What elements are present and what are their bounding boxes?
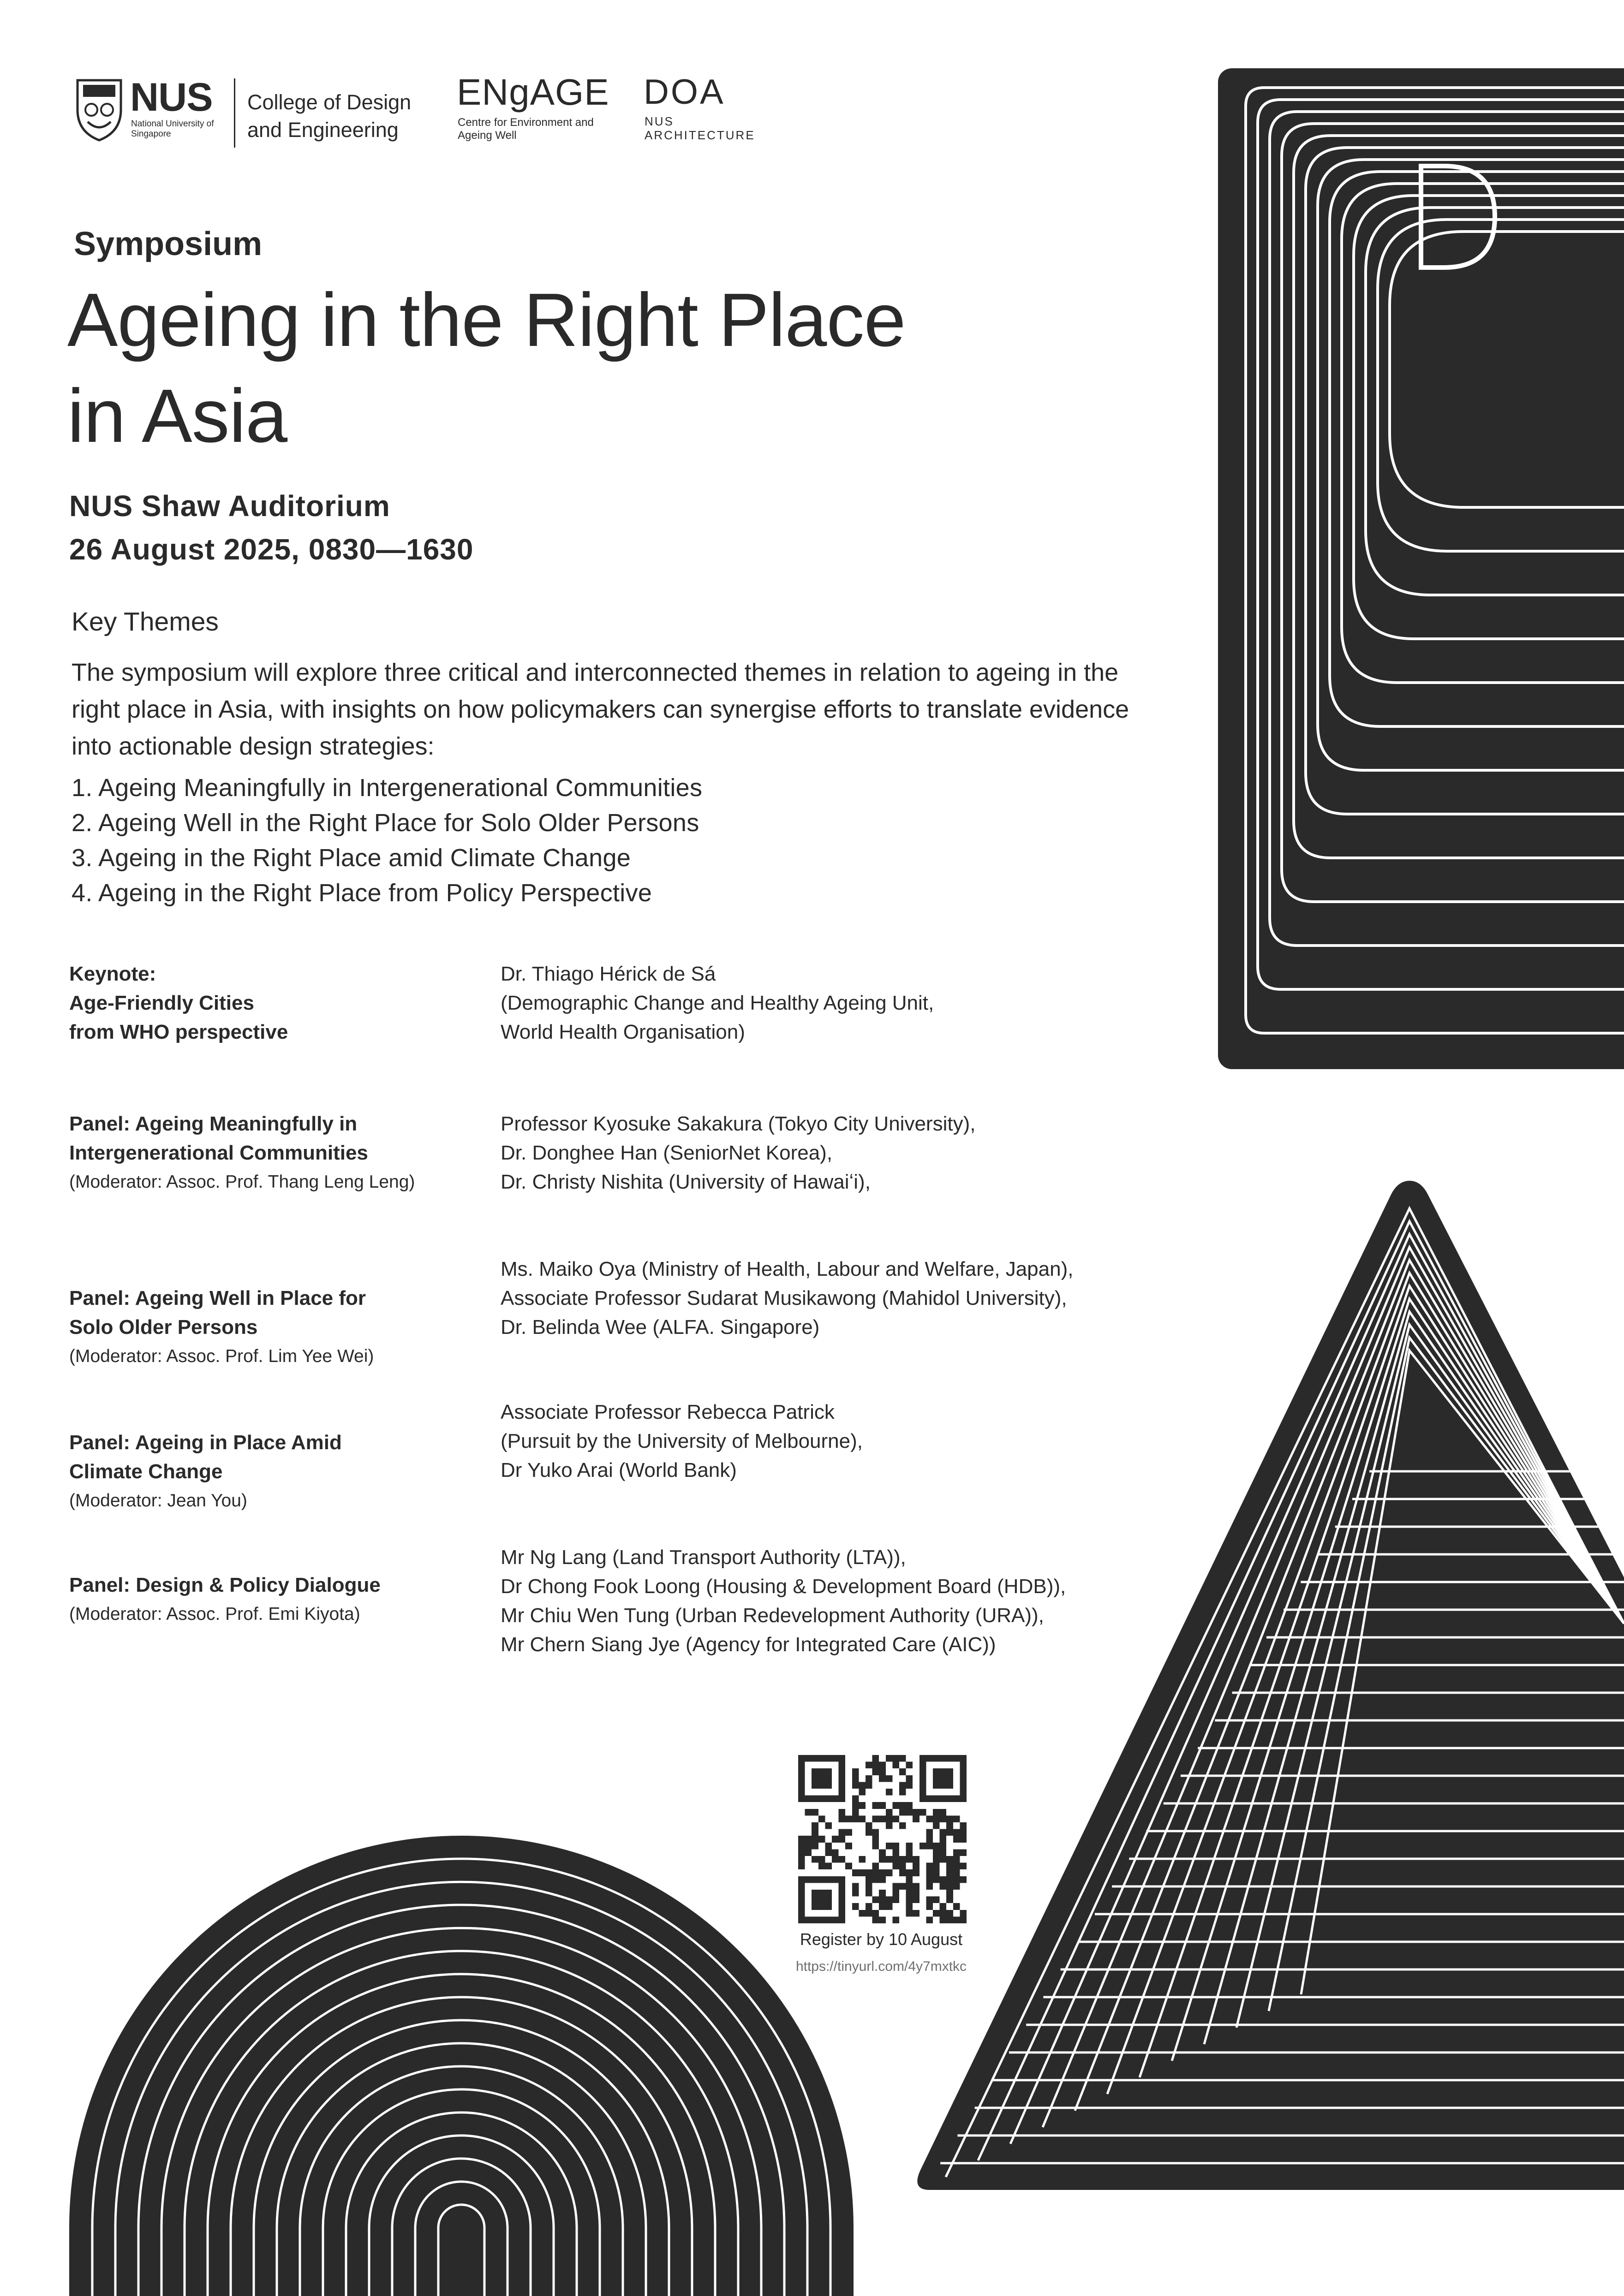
qr-module bbox=[906, 1856, 913, 1863]
qr-module bbox=[818, 1815, 825, 1822]
qr-module bbox=[933, 1856, 940, 1863]
qr-module bbox=[940, 1843, 947, 1850]
registration-deadline: Register by 10 August bbox=[800, 1930, 963, 1949]
program-session-keynote bbox=[69, 959, 438, 1047]
qr-module bbox=[946, 1869, 953, 1876]
qr-module bbox=[866, 1829, 872, 1836]
qr-module bbox=[906, 1903, 913, 1910]
qr-module bbox=[899, 1789, 906, 1796]
qr-module bbox=[906, 1869, 913, 1876]
qr-module bbox=[940, 1883, 947, 1890]
qr-module bbox=[832, 1856, 839, 1863]
session-title: Keynote: bbox=[69, 963, 156, 985]
qr-module bbox=[839, 1809, 846, 1816]
qr-finder-core bbox=[812, 1890, 832, 1910]
qr-module bbox=[906, 1775, 913, 1782]
qr-module bbox=[872, 1863, 879, 1870]
qr-module bbox=[818, 1863, 825, 1870]
qr-module bbox=[852, 1815, 859, 1822]
qr-module bbox=[859, 1910, 866, 1917]
qr-module bbox=[953, 1863, 960, 1870]
qr-module bbox=[940, 1856, 947, 1863]
qr-module bbox=[872, 1897, 879, 1903]
qr-module bbox=[825, 1849, 832, 1856]
qr-module bbox=[812, 1829, 818, 1836]
program-speakers-panel-1 bbox=[501, 1109, 1193, 1196]
speaker: Dr. Thiago Hérick de Sá bbox=[501, 963, 716, 985]
qr-module bbox=[879, 1903, 886, 1910]
qr-module bbox=[906, 1802, 913, 1809]
qr-module bbox=[872, 1768, 879, 1775]
qr-module bbox=[812, 1809, 818, 1816]
logo-divider bbox=[234, 78, 235, 148]
qr-module bbox=[906, 1890, 913, 1897]
qr-module bbox=[899, 1863, 906, 1870]
qr-module bbox=[866, 1822, 872, 1829]
qr-module bbox=[892, 1883, 899, 1890]
qr-module bbox=[940, 1903, 947, 1910]
qr-module bbox=[892, 1762, 899, 1769]
qr-module bbox=[953, 1849, 960, 1856]
qr-module bbox=[953, 1876, 960, 1883]
qr-module bbox=[852, 1775, 859, 1782]
program-session-panel-2 bbox=[69, 1284, 438, 1371]
qr-module bbox=[906, 1849, 913, 1856]
qr-module bbox=[872, 1829, 879, 1836]
qr-module bbox=[866, 1762, 872, 1769]
qr-module bbox=[886, 1843, 893, 1850]
qr-module bbox=[940, 1910, 947, 1917]
qr-module bbox=[933, 1910, 940, 1917]
qr-module bbox=[832, 1849, 839, 1856]
qr-module bbox=[940, 1829, 947, 1836]
qr-module bbox=[798, 1849, 805, 1856]
speaker: Associate Professor Sudarat Musikawong (Mahidol University), bbox=[501, 1287, 1067, 1309]
qr-module bbox=[953, 1883, 960, 1890]
qr-module bbox=[886, 1775, 893, 1782]
qr-module bbox=[879, 1876, 886, 1883]
qr-module bbox=[906, 1843, 913, 1850]
qr-module bbox=[913, 1890, 919, 1897]
qr-module bbox=[832, 1836, 839, 1843]
nus-logo-text: NUS bbox=[130, 75, 213, 119]
qr-module bbox=[960, 1822, 967, 1829]
qr-module bbox=[946, 1883, 953, 1890]
qr-module bbox=[933, 1863, 940, 1870]
qr-module bbox=[805, 1809, 812, 1816]
speaker: Mr Ng Lang (Land Transport Authority (LTA)), bbox=[501, 1546, 906, 1569]
qr-module bbox=[913, 1809, 919, 1816]
arc-art-block bbox=[69, 1836, 854, 2228]
qr-module bbox=[919, 1809, 926, 1816]
qr-module bbox=[906, 1782, 913, 1789]
event-type: Symposium bbox=[74, 226, 263, 262]
title-line-1: Ageing in the Right Place bbox=[67, 278, 906, 362]
qr-module bbox=[946, 1890, 953, 1897]
qr-module bbox=[892, 1802, 899, 1809]
qr-module bbox=[960, 1836, 967, 1843]
qr-module bbox=[879, 1775, 886, 1782]
qr-module bbox=[933, 1815, 940, 1822]
qr-module bbox=[812, 1856, 818, 1863]
key-themes-heading: Key Themes bbox=[72, 607, 219, 636]
session-moderator: (Moderator: Jean You) bbox=[69, 1491, 247, 1511]
program-session-panel-4 bbox=[69, 1570, 438, 1629]
session-title: Solo Older Persons bbox=[69, 1316, 258, 1338]
program-speakers-keynote bbox=[501, 959, 1193, 1047]
qr-module bbox=[913, 1856, 919, 1863]
qr-module bbox=[866, 1890, 872, 1897]
program-speakers-panel-2 bbox=[501, 1255, 1193, 1342]
qr-module bbox=[872, 1836, 879, 1843]
qr-module bbox=[818, 1856, 825, 1863]
engage-logo-text: ENgAGE bbox=[457, 71, 609, 113]
qr-module bbox=[913, 1863, 919, 1870]
qr-module bbox=[906, 1910, 913, 1917]
qr-module bbox=[953, 1829, 960, 1836]
qr-finder-core bbox=[812, 1768, 832, 1789]
qr-module bbox=[852, 1890, 859, 1897]
session-moderator: (Moderator: Assoc. Prof. Thang Leng Leng) bbox=[69, 1172, 415, 1192]
page-title bbox=[67, 272, 1128, 464]
qr-module bbox=[953, 1903, 960, 1910]
qr-module bbox=[859, 1856, 866, 1863]
qr-module bbox=[866, 1910, 872, 1917]
qr-module bbox=[953, 1836, 960, 1843]
qr-module bbox=[886, 1856, 893, 1863]
venue: NUS Shaw Auditorium bbox=[69, 489, 390, 523]
list-item: 3. Ageing in the Right Place amid Climate Change bbox=[72, 844, 631, 872]
qr-module bbox=[886, 1755, 893, 1762]
arc-art-base bbox=[69, 2228, 854, 2296]
qr-module bbox=[812, 1822, 818, 1829]
program-speakers-panel-4 bbox=[501, 1543, 1193, 1659]
qr-module bbox=[886, 1903, 893, 1910]
qr-module bbox=[946, 1863, 953, 1870]
session-title: Panel: Ageing Meaningfully in bbox=[69, 1112, 358, 1135]
speaker: Dr. Belinda Wee (ALFA. Singapore) bbox=[501, 1316, 820, 1338]
qr-module bbox=[960, 1849, 967, 1856]
qr-module bbox=[906, 1809, 913, 1816]
qr-module bbox=[919, 1843, 926, 1850]
qr-module bbox=[899, 1755, 906, 1762]
qr-module bbox=[852, 1903, 859, 1910]
qr-module bbox=[926, 1916, 933, 1923]
qr-module bbox=[872, 1843, 879, 1850]
qr-module bbox=[852, 1782, 859, 1789]
doa-logo-text: DOA bbox=[644, 72, 725, 112]
qr-module bbox=[926, 1815, 933, 1822]
qr-module bbox=[839, 1856, 846, 1863]
speaker: (Pursuit by the University of Melbourne), bbox=[501, 1430, 863, 1452]
registration-qr-code[interactable] bbox=[798, 1755, 967, 1923]
themes-list bbox=[72, 770, 1087, 910]
qr-module bbox=[872, 1762, 879, 1769]
qr-module bbox=[872, 1910, 879, 1917]
nus-crest-icon bbox=[74, 77, 125, 142]
qr-module bbox=[899, 1768, 906, 1775]
qr-module bbox=[933, 1809, 940, 1816]
speaker: Professor Kyosuke Sakakura (Tokyo City University), bbox=[501, 1112, 976, 1135]
qr-module bbox=[872, 1815, 879, 1822]
qr-module bbox=[899, 1822, 906, 1829]
qr-module bbox=[892, 1755, 899, 1762]
qr-module bbox=[886, 1789, 893, 1796]
qr-module bbox=[913, 1815, 919, 1822]
qr-module bbox=[872, 1916, 879, 1923]
qr-module bbox=[866, 1775, 872, 1782]
qr-module bbox=[886, 1897, 893, 1903]
qr-module bbox=[940, 1876, 947, 1883]
qr-module bbox=[852, 1768, 859, 1775]
qr-module bbox=[798, 1836, 805, 1843]
session-title: Panel: Ageing in Place Amid bbox=[69, 1431, 342, 1454]
speaker: Dr. Donghee Han (SeniorNet Korea), bbox=[501, 1142, 833, 1164]
qr-module bbox=[960, 1876, 967, 1883]
speaker: Associate Professor Rebecca Patrick bbox=[501, 1401, 835, 1423]
qr-module bbox=[866, 1883, 872, 1890]
qr-module bbox=[845, 1815, 852, 1822]
qr-module bbox=[886, 1869, 893, 1876]
qr-module bbox=[899, 1809, 906, 1816]
qr-module bbox=[798, 1856, 805, 1863]
qr-module bbox=[953, 1856, 960, 1863]
qr-module bbox=[946, 1815, 953, 1822]
qr-module bbox=[872, 1802, 879, 1809]
qr-module bbox=[812, 1843, 818, 1850]
qr-module bbox=[953, 1869, 960, 1876]
key-themes-intro: The symposium will explore three critical and interconnected themes in relation to ageing in the right place in Asia, with insights on how policymakers can synergise efforts to translate evidence into actionable design strategies: bbox=[72, 659, 1129, 760]
qr-module bbox=[839, 1829, 846, 1836]
program-session-panel-1 bbox=[69, 1109, 438, 1196]
qr-module bbox=[879, 1890, 886, 1897]
qr-module bbox=[859, 1789, 866, 1796]
session-title: from WHO perspective bbox=[69, 1021, 288, 1043]
qr-module bbox=[913, 1897, 919, 1903]
qr-module bbox=[852, 1796, 859, 1802]
qr-module bbox=[859, 1782, 866, 1789]
qr-module bbox=[892, 1843, 899, 1850]
qr-module bbox=[825, 1822, 832, 1829]
qr-module bbox=[940, 1849, 947, 1856]
speaker: (Demographic Change and Healthy Ageing Unit, bbox=[501, 992, 934, 1014]
qr-module bbox=[946, 1916, 953, 1923]
registration-link[interactable]: https://tinyurl.com/4y7mxtkc bbox=[795, 1959, 967, 1974]
qr-module bbox=[845, 1863, 852, 1870]
qr-module bbox=[926, 1897, 933, 1903]
qr-module bbox=[926, 1843, 933, 1850]
qr-module bbox=[845, 1843, 852, 1850]
session-title: Intergenerational Communities bbox=[69, 1142, 368, 1164]
qr-module bbox=[933, 1876, 940, 1883]
qr-module bbox=[866, 1869, 872, 1876]
qr-module bbox=[940, 1836, 947, 1843]
qr-module bbox=[940, 1815, 947, 1822]
qr-module bbox=[872, 1876, 879, 1883]
qr-module bbox=[899, 1802, 906, 1809]
qr-module bbox=[892, 1849, 899, 1856]
engage-full-name: Centre for Environment and Ageing Well bbox=[458, 116, 594, 142]
qr-module bbox=[879, 1768, 886, 1775]
qr-module bbox=[926, 1869, 933, 1876]
qr-module bbox=[798, 1843, 805, 1850]
qr-module bbox=[933, 1843, 940, 1850]
session-title: Panel: Design & Policy Dialogue bbox=[69, 1574, 381, 1596]
qr-module bbox=[946, 1856, 953, 1863]
qr-module bbox=[892, 1890, 899, 1897]
event-venue-date bbox=[69, 484, 473, 571]
qr-module bbox=[886, 1815, 893, 1822]
qr-module bbox=[859, 1802, 866, 1809]
qr-module bbox=[879, 1869, 886, 1876]
qr-module bbox=[798, 1863, 805, 1870]
qr-module bbox=[946, 1829, 953, 1836]
qr-module bbox=[852, 1802, 859, 1809]
qr-module bbox=[812, 1836, 818, 1843]
qr-module bbox=[879, 1897, 886, 1903]
qr-module bbox=[892, 1916, 899, 1923]
qr-module bbox=[879, 1802, 886, 1809]
speaker: Dr Yuko Arai (World Bank) bbox=[501, 1459, 737, 1481]
qr-module bbox=[886, 1809, 893, 1816]
qr-module bbox=[805, 1836, 812, 1843]
session-moderator: (Moderator: Assoc. Prof. Lim Yee Wei) bbox=[69, 1346, 374, 1366]
concentric-arcs-art bbox=[69, 1836, 854, 2296]
qr-module bbox=[859, 1815, 866, 1822]
session-title: Climate Change bbox=[69, 1460, 223, 1483]
qr-module bbox=[818, 1836, 825, 1843]
date-time: 26 August 2025, 0830—1630 bbox=[69, 533, 474, 566]
qr-module bbox=[953, 1815, 960, 1822]
qr-module bbox=[872, 1869, 879, 1876]
qr-module bbox=[913, 1883, 919, 1890]
program-session-panel-3 bbox=[69, 1428, 438, 1515]
qr-module bbox=[926, 1863, 933, 1870]
qr-module bbox=[960, 1863, 967, 1870]
qr-module bbox=[926, 1903, 933, 1910]
qr-module bbox=[926, 1829, 933, 1836]
qr-module bbox=[913, 1910, 919, 1917]
qr-module bbox=[946, 1876, 953, 1883]
qr-module bbox=[926, 1836, 933, 1843]
qr-module bbox=[892, 1815, 899, 1822]
qr-module bbox=[845, 1829, 852, 1836]
qr-module bbox=[953, 1916, 960, 1923]
list-item: 4. Ageing in the Right Place from Policy Perspective bbox=[72, 879, 652, 907]
qr-module bbox=[940, 1916, 947, 1923]
qr-module bbox=[933, 1822, 940, 1829]
qr-module bbox=[866, 1782, 872, 1789]
session-moderator: (Moderator: Assoc. Prof. Emi Kiyota) bbox=[69, 1604, 360, 1624]
qr-module bbox=[926, 1876, 933, 1883]
qr-module bbox=[906, 1883, 913, 1890]
speaker: Mr Chiu Wen Tung (Urban Redevelopment Authority (URA)), bbox=[501, 1604, 1044, 1627]
qr-module bbox=[805, 1849, 812, 1856]
qr-module bbox=[866, 1876, 872, 1883]
qr-module bbox=[879, 1815, 886, 1822]
doa-subtitle: NUS ARCHITECTURE bbox=[645, 114, 755, 142]
nus-full-name: National University of Singapore bbox=[131, 119, 214, 139]
qr-module bbox=[960, 1910, 967, 1917]
qr-module bbox=[886, 1822, 893, 1829]
list-item: 2. Ageing Well in the Right Place for Solo Older Persons bbox=[72, 809, 699, 837]
qr-module bbox=[906, 1897, 913, 1903]
qr-module bbox=[839, 1836, 846, 1843]
qr-module bbox=[872, 1755, 879, 1762]
qr-finder-core bbox=[933, 1768, 953, 1789]
qr-module bbox=[960, 1916, 967, 1923]
qr-module bbox=[866, 1903, 872, 1910]
qr-module bbox=[933, 1849, 940, 1856]
qr-module bbox=[852, 1883, 859, 1890]
session-title: Panel: Ageing Well in Place for bbox=[69, 1287, 366, 1309]
qr-module bbox=[805, 1843, 812, 1850]
program-speakers-panel-3 bbox=[501, 1398, 1193, 1485]
qr-module bbox=[839, 1815, 846, 1822]
qr-module bbox=[899, 1856, 906, 1863]
qr-module bbox=[899, 1782, 906, 1789]
list-item: 1. Ageing Meaningfully in Intergenerational Communities bbox=[72, 774, 703, 802]
qr-module bbox=[899, 1869, 906, 1876]
qr-module bbox=[926, 1883, 933, 1890]
qr-module bbox=[892, 1856, 899, 1863]
qr-module bbox=[940, 1809, 947, 1816]
qr-module bbox=[892, 1863, 899, 1870]
concentric-rectangles-art bbox=[1218, 68, 1624, 1069]
title-line-2: in Asia bbox=[67, 374, 287, 458]
qr-module bbox=[879, 1762, 886, 1769]
qr-module bbox=[892, 1897, 899, 1903]
qr-module bbox=[859, 1869, 866, 1876]
speaker: Ms. Maiko Oya (Ministry of Health, Labour and Welfare, Japan), bbox=[501, 1258, 1074, 1280]
qr-module bbox=[899, 1883, 906, 1890]
qr-module bbox=[825, 1843, 832, 1850]
qr-module bbox=[879, 1916, 886, 1923]
qr-module bbox=[933, 1897, 940, 1903]
qr-module bbox=[946, 1822, 953, 1829]
qr-module bbox=[946, 1897, 953, 1903]
qr-module bbox=[852, 1869, 859, 1876]
qr-module bbox=[913, 1869, 919, 1876]
speaker: Mr Chern Siang Jye (Agency for Integrated Care (AIC)) bbox=[501, 1633, 996, 1656]
session-title: Age-Friendly Cities bbox=[69, 992, 254, 1014]
qr-module bbox=[960, 1829, 967, 1836]
speaker: Dr. Christy Nishita (University of Hawaiʻi), bbox=[501, 1171, 871, 1193]
college-name: College of Design and Engineering bbox=[247, 90, 412, 142]
qr-module bbox=[852, 1809, 859, 1816]
qr-module bbox=[879, 1849, 886, 1856]
qr-module bbox=[933, 1869, 940, 1876]
speaker: World Health Organisation) bbox=[501, 1021, 745, 1043]
qr-module bbox=[825, 1863, 832, 1870]
qr-module bbox=[879, 1856, 886, 1863]
qr-module bbox=[946, 1910, 953, 1917]
qr-module bbox=[906, 1876, 913, 1883]
speaker: Dr Chong Fook Loong (Housing & Development Board (HDB)), bbox=[501, 1575, 1066, 1598]
qr-module bbox=[906, 1762, 913, 1769]
